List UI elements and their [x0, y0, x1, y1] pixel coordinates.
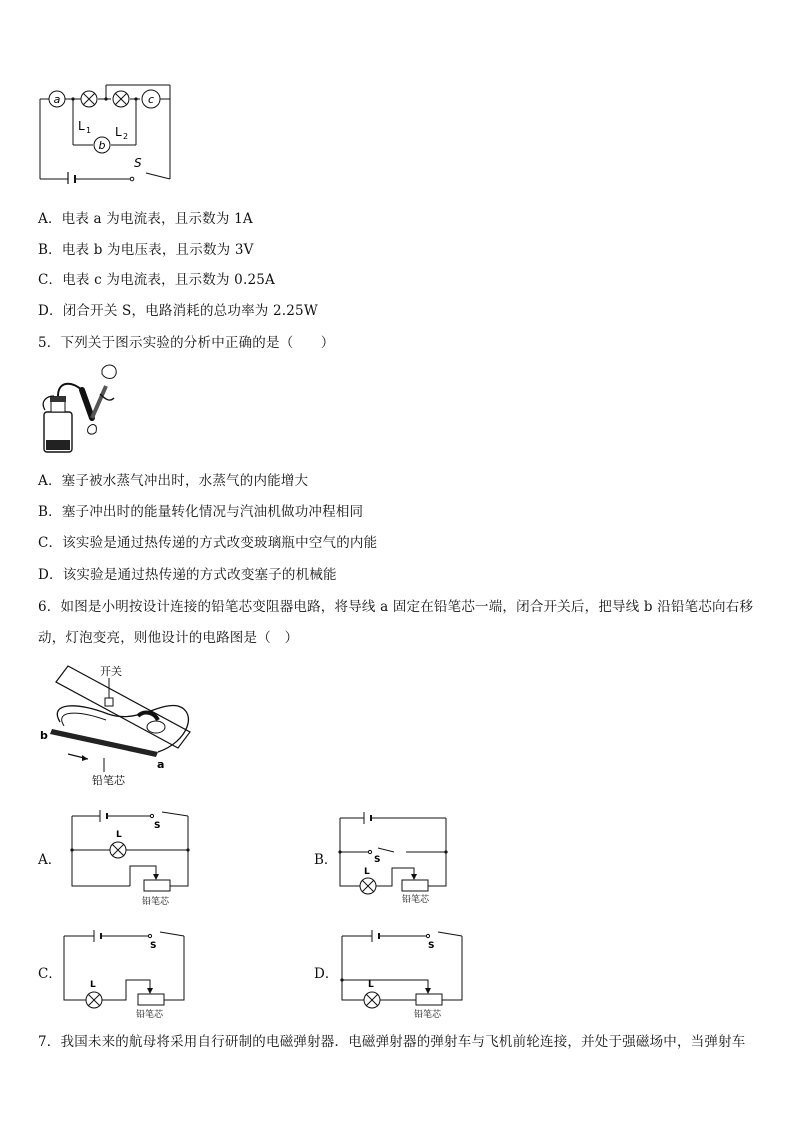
q5-option-a: A．塞子被水蒸气冲出时，水蒸气的内能增大: [38, 473, 309, 489]
meter-c-label: c: [147, 93, 155, 106]
switch-label: S: [154, 821, 161, 831]
q7-stem-line1: 7．我国未来的航母将采用自行研制的电磁弹射器．电磁弹射器的弹射车与飞机前轮连接，并处于强磁场中，当弹射车: [38, 1034, 746, 1050]
q4-option-a: A．电表 a 为电流表，且示数为 1A: [38, 211, 253, 227]
rheostat-label: 铅笔芯: [142, 897, 170, 907]
pencil-lead-rheostat-photo: [38, 662, 198, 787]
q6-option-d-label: D．: [314, 966, 339, 982]
switch-label: S: [374, 855, 381, 865]
q5-option-b: B．塞子冲出时的能量转化情况与汽油机做功冲程相同: [38, 504, 364, 520]
lamp1-sub: 1: [86, 126, 92, 135]
circuit-option-a: [64, 808, 196, 908]
rheostat-label: 铅笔芯: [402, 895, 430, 904]
q6-stem-line2: 动，灯泡变亮，则他设计的电路图是（ ）: [38, 630, 299, 646]
q4-option-b: B．电表 b 为电压表，且示数为 3V: [38, 242, 254, 258]
lamp1-label: L: [78, 119, 85, 133]
circuit-option-c: [60, 928, 190, 1020]
q4-option-c: C．电表 c 为电流表，且示数为 0.25A: [38, 272, 275, 288]
q5-stem: 5．下列关于图示实验的分析中正确的是（ ）: [38, 335, 335, 351]
photo-label-a: a: [157, 758, 165, 771]
q6-option-b-label: B．: [314, 852, 338, 868]
rheostat-label: 铅笔芯: [414, 1010, 442, 1020]
circuit-option-d: [338, 928, 468, 1020]
q6-option-a-label: A．: [38, 852, 62, 868]
lamp2-sub: 2: [123, 132, 129, 141]
q5-option-d: D．该实验是通过热传递的方式改变塞子的机械能: [38, 567, 337, 583]
meter-a-label: a: [53, 93, 61, 106]
circuit-option-b: [334, 812, 454, 904]
rheostat-label: 铅笔芯: [136, 1010, 164, 1020]
lamp-label: L: [90, 980, 96, 990]
lamp-label: L: [116, 830, 122, 840]
lamp-label: L: [364, 867, 370, 877]
meter-b-label: b: [98, 139, 106, 152]
q4-option-d: D．闭合开关 S，电路消耗的总功率为 2.25W: [38, 303, 318, 319]
switch-label: S: [150, 941, 157, 951]
q6-option-c-label: C．: [38, 966, 62, 982]
lamp-label: L: [368, 980, 374, 990]
q5-option-c: C．该实验是通过热传递的方式改变玻璃瓶中空气的内能: [38, 535, 378, 551]
switch-label: S: [134, 156, 142, 170]
photo-label-b: b: [40, 729, 48, 742]
lamp2-label: L: [115, 125, 122, 139]
q6-stem-line1: 6．如图是小明按设计连接的铅笔芯变阻器电路，将导线 a 固定在铅笔芯一端，闭合开关后，把导线 b 沿铅笔芯向右移: [38, 599, 754, 615]
switch-label: S: [428, 941, 435, 951]
photo-pencil-label: 铅笔芯: [92, 774, 125, 787]
steam-bottle-illustration: [40, 360, 130, 460]
photo-switch-label: 开关: [100, 665, 122, 678]
circuit-diagram-q4: [36, 82, 176, 184]
